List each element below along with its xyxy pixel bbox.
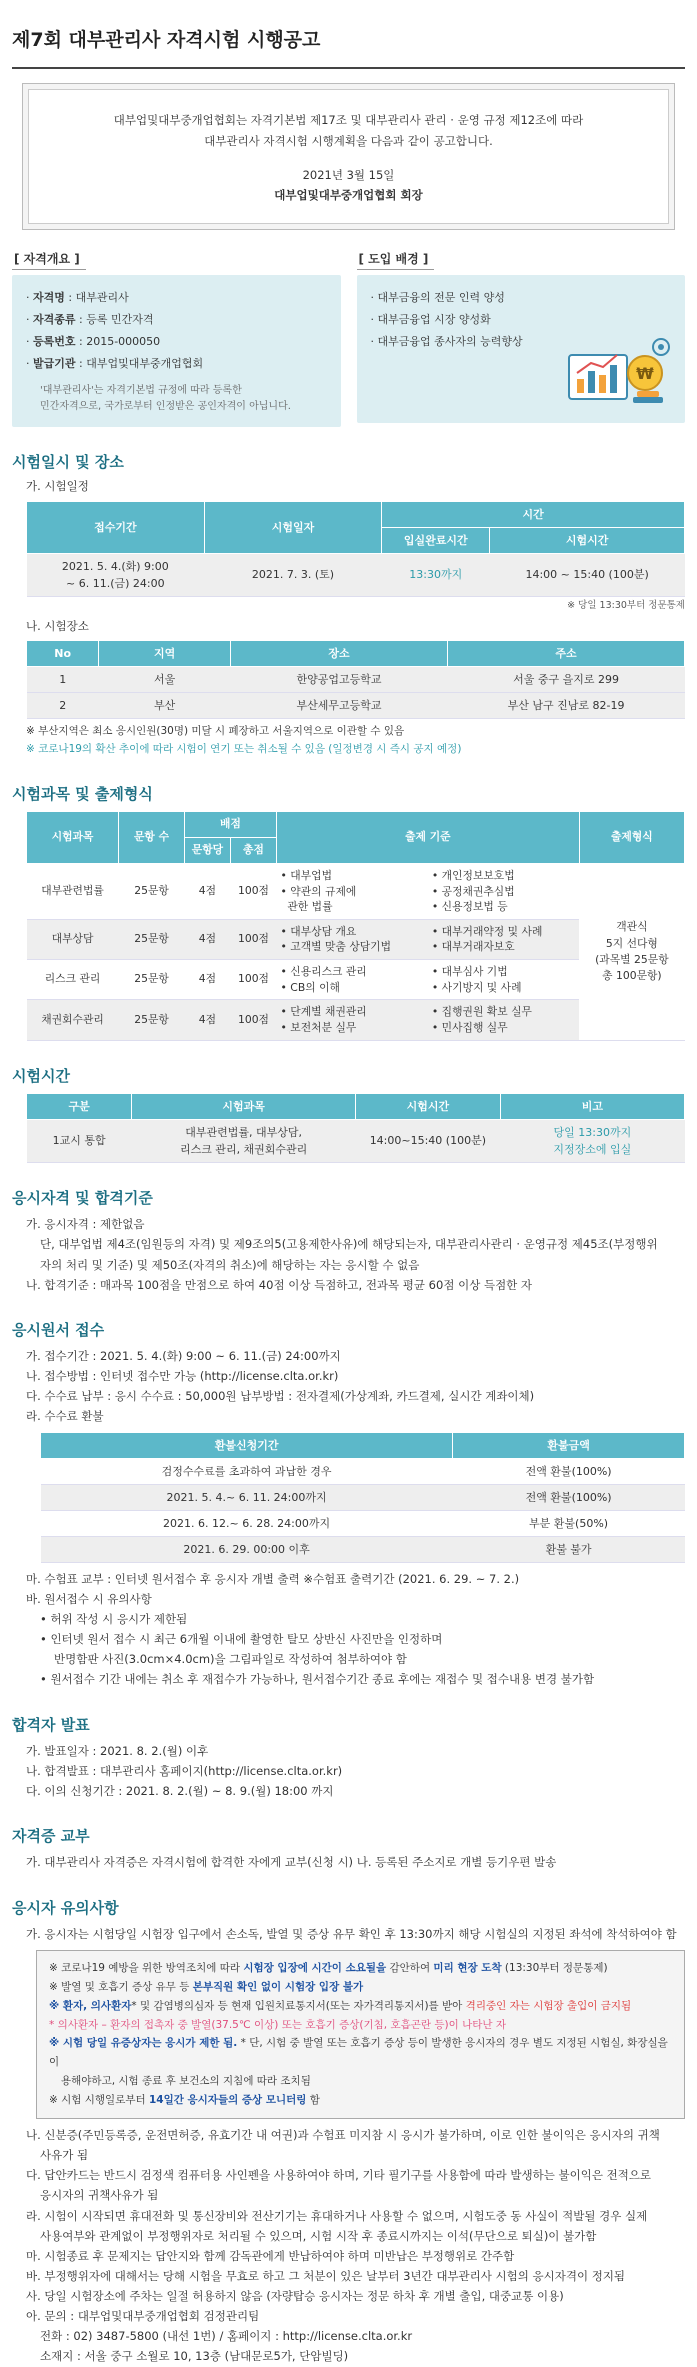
table-row: 대부상담 25문항 4점 100점 • 대부상담 개요 • 고객별 맞춤 상담기법 • 대부거래약정 및 사례 • 대부거래자보호 <box>27 919 685 959</box>
overview-item: · 자격명 : 대부관리사 <box>26 290 129 304</box>
col-header: 주소 <box>448 641 685 667</box>
exam-time: 14:00 ~ 15:40 (100분) <box>490 553 685 596</box>
background-box <box>357 275 686 423</box>
receipt-period: 2021. 5. 4.(화) 9:00 ~ 6. 11.(금) 24:00 <box>27 553 205 596</box>
overview-note: '대부관리사'는 자격기본법 규정에 따라 등록한 민간자격으로, 국가로부터 인정받은 공인자격이 아닙니다. <box>40 384 291 412</box>
col-header: 문항당 <box>184 838 230 864</box>
col-header: 환불금액 <box>453 1432 685 1458</box>
announcement-date: 2021년 3월 15일 <box>302 167 395 182</box>
col-header: 시험과목 <box>27 812 119 863</box>
overview-column <box>12 250 341 427</box>
announcement-line: 대부업및대부중개업협회는 자격기본법 제17조 및 대부관리사 관리 · 운영 규정 제12조에 따라 <box>113 113 584 128</box>
schedule-table <box>26 501 685 597</box>
intro-section <box>12 250 685 427</box>
caution-list: 나. 신분증(주민등록증, 운전면허증, 유효기간 내 여권)과 수험표 미지참 시 응시가 불가하며, 이로 인한 불이익은 응시자의 귀책 사유가 됨 다. 답안카드는 반드시 검정색 컴퓨터용 사인펜을 사용하여야 하며, 기타 필기구를 사용함에 따라 발생하는 불이익은 전적으로 응시자의 귀책사유가 됨 라. 시험이 시작되면 휴대전화 및 통신장비와 전산기기는 휴대하거나 사용할 수 없으며, 시험도중 동 사실이 적발될 경우 실제 사용여부와 관계없이 부정행위자로 처리될 수 있으며, 시험 시작 후 종료시까지는 이석(무단으로 퇴실)이 불가함 마. 시험종료 후 문제지는 답안지와 함께 감독관에게 반납하여야 하며 미반납은 부정행위로 간주함 바. 부정행위자에 대해서는 당해 시험을 무효로 하고 그 처분이 있은 날부터 3년간 대부관리사 시험의 응시자격이 정지됨 사. 당일 시험장소에 주차는 일절 허용하지 않음 (자량탑승 응시자는 정문 하차 후 개별 출입, 대중교통 이용) 아. 문의 : 대부업및대부중개업협회 검정관리팀 전화 : 02) 3487-5800 (내선 1번) / 홈페이지 : http://license.clta.or.kr 소재지 : 서울 중구 소월로 10, 13층 (남대문로5가, 단암빌딩) <box>26 2128 660 2364</box>
col-header: 시험시간 <box>355 1093 500 1119</box>
svg-text:₩: ₩ <box>636 363 654 383</box>
background-label: [ 도입 배경 ] <box>357 250 435 270</box>
refund-table <box>40 1432 685 1563</box>
background-item: · 대부금융업 시장 양성화 <box>370 312 491 326</box>
table-row: 2 부산 부산세무고등학교 부산 남구 진남로 82-19 <box>27 693 685 719</box>
col-header: 구분 <box>27 1093 132 1119</box>
page-title: 제7회 대부관리사 자격시험 시행공고 <box>12 0 685 69</box>
section-title-subjects: 시험과목 및 출제형식 <box>12 785 153 804</box>
col-header: 장소 <box>230 641 447 667</box>
announcement-box <box>22 83 675 230</box>
overview-item: · 자격종류 : 등록 민간자격 <box>26 312 154 326</box>
table-row: 2021. 5. 4.~ 6. 11. 24:00까지 전액 환불(100%) <box>41 1484 685 1510</box>
background-column <box>357 250 686 427</box>
background-item: · 대부금융의 전문 인력 양성 <box>370 290 505 304</box>
col-header: 문항 수 <box>119 812 185 863</box>
results-text: 가. 발표일자 : 2021. 8. 2.(월) 이후 나. 합격발표 : 대부관리사 홈페이지(http://license.clta.or.kr) 다. 이의 신청기간 : 2021. 8. 2.(월) ~ 8. 9.(월) 18:00 까지 <box>26 1743 343 1798</box>
background-item: · 대부금융업 종사자의 능력향상 <box>370 334 523 348</box>
table-row: 채권회수관리 25문항 4점 100점 • 단계별 채권관리 • 보전처분 실무 • 집행권원 확보 실무 • 민사집행 실무 <box>27 1000 685 1040</box>
exam-date: 2021. 7. 3. (토) <box>204 553 382 596</box>
covid-note: ※ 코로나19의 확산 추이에 따라 시험이 연기 또는 취소될 수 있음 (일정변경 시 즉시 공지 예정) <box>26 743 462 756</box>
section-title-schedule: 시험일시 및 장소 <box>12 452 124 471</box>
col-header: 입실완료시간 <box>382 527 490 553</box>
col-header: 환불신청기간 <box>41 1432 453 1458</box>
col-header: 출제형식 <box>579 812 684 863</box>
table-row: 리스크 관리 25문항 4점 100점 • 신용리스크 관리 • CB의 이해 • 대부심사 기법 • 사기방지 및 사례 <box>27 960 685 1000</box>
time-note: ※ 당일 13:30부터 정문통제 <box>567 599 685 611</box>
col-header: 시험일자 <box>204 501 382 553</box>
table-row: 1 서울 한양공업고등학교 서울 중구 을지로 299 <box>27 667 685 693</box>
announcement-org: 대부업및대부중개업협회 회장 <box>274 187 423 202</box>
col-header: 시험시간 <box>490 527 685 553</box>
check-in-time: 13:30까지 <box>382 553 490 596</box>
place-label: 나. 시험장소 <box>26 618 89 633</box>
col-header: 총점 <box>230 838 276 864</box>
subjects-table <box>26 811 685 1040</box>
section-title-time: 시험시간 <box>12 1066 70 1085</box>
col-header: No <box>27 641 99 667</box>
section-title-cautions: 응시자 유의사항 <box>12 1898 119 1917</box>
col-header: 지역 <box>99 641 231 667</box>
exam-format: 객관식 5지 선다형 (과목별 25문항 총 100문항) <box>579 863 684 1040</box>
section-title-eligibility: 응시자격 및 합격기준 <box>12 1189 153 1208</box>
place-table <box>26 640 685 719</box>
place-note: ※ 부산지역은 최소 응시인원(30명) 미달 시 폐장하고 서울지역으로 이관할 수 있음 <box>26 725 405 738</box>
eligibility-text: 가. 응시자격 : 제한없음 단, 대부업법 제4조(임원등의 자격) 및 제9조의5(고용제한사유)에 해당되는자, 대부관리사관리 · 운영규정 제45조(부정행위 자의 처리 및 기준) 및 제50조(자격의 취소)에 해당하는 자는 응시할 수 없음 나. 합격기준 : 매과목 100점을 만점으로 하여 40점 이상 득점하고, 전과목 평균 60점 이상 득점한 자 <box>26 1217 658 1292</box>
time-table <box>26 1093 685 1163</box>
col-header: 비고 <box>500 1093 684 1119</box>
table-row: 1교시 통합 대부관련법률, 대부상담, 리스크 관리, 채권회수관리 14:00~15:40 (100분) 당일 13:30까지 지정장소에 입실 <box>27 1119 685 1162</box>
table-row: 대부관련법률 25문항 4점 100점 • 대부업법 • 약관의 규제에 관한 법률 • 개인정보보호법 • 공정채권추심법 • 신용정보법 등 객관식 5지 선다형 (과목별 25문항 총 100문항) <box>27 863 685 919</box>
application-text: 가. 접수기간 : 2021. 5. 4.(화) 9:00 ~ 6. 11.(금) 24:00까지 나. 접수방법 : 인터넷 접수만 가능 (http://license.clta.or.kr) 다. 수수료 납부 : 응시 수수료 : 50,000원 납부방법 : 전자결제(가상계좌, 카드결제, 실시간 계좌이체) 라. 수수료 환불 <box>26 1349 535 1424</box>
announcement-line: 대부관리사 자격시험 시행계획을 다음과 같이 공고합니다. <box>204 133 493 148</box>
section-title-certificate: 자격증 교부 <box>12 1827 90 1846</box>
col-header: 출제 기준 <box>277 812 580 863</box>
application-text-2: 마. 수험표 교부 : 인터넷 원서접수 후 응시자 개별 출력 ※수험표 출력기간 (2021. 6. 29. ~ 7. 2.) 바. 원서접수 시 유의사항 • 허위 작성 시 응시가 제한됨 • 인터넷 원서 접수 시 최근 6개월 이내에 촬영한 탈모 상반신 사진만을 인정하며 반명함판 사진(3.0cm×4.0cm)을 그림파일로 작성하여 첨부하여야 함 • 원서접수 기간 내에는 취소 후 재접수가 가능하나, 원서접수기간 종료 후에는 재접수 및 접수내용 변경 불가함 <box>26 1571 595 1687</box>
overview-item: · 발급기관 : 대부업및대부중개업협회 <box>26 356 204 370</box>
col-header: 시험과목 <box>132 1093 356 1119</box>
overview-label: [ 자격개요 ] <box>12 250 86 270</box>
section-title-application: 응시원서 접수 <box>12 1320 105 1339</box>
table-row: 2021. 6. 12.~ 6. 28. 24:00까지 부분 환불(50%) <box>41 1510 685 1536</box>
finance-illustration-icon <box>563 333 673 413</box>
caution-intro: 가. 응시자는 시험당일 시험장 입구에서 손소독, 발열 및 증상 유무 확인 후 13:30까지 해당 시험실의 지정된 좌석에 착석하여야 함 <box>26 1926 677 1941</box>
table-row: 검정수수료를 초과하여 과납한 경우 전액 환불(100%) <box>41 1458 685 1484</box>
section-title-results: 합격자 발표 <box>12 1715 90 1734</box>
col-header: 배점 <box>184 812 276 838</box>
col-header: 접수기간 <box>27 501 205 553</box>
certificate-text: 가. 대부관리사 자격증은 자격시험에 합격한 자에게 교부(신청 시) 나. 등록된 주소지로 개별 등기우편 발송 <box>26 1855 557 1870</box>
col-header: 시간 <box>382 501 685 527</box>
covid-caution-box: ※ 코로나19 예방을 위한 방역조치에 따라 시험장 입장에 시간이 소요될을 감안하여 미리 현장 도착 (13:30부터 정문통제) ※ 발열 및 호흡기 증상 유무 등 본부직원 확인 없이 시험장 입장 불가 ※ 환자, 의사환자* 및 감염병의심자 등 현재 입원치료통지서(또는 자가격리통지서)를 받아 격리중인 자는 시험장 출입이 금지됨 * 의사환자 – 환자의 접촉자 중 발열(37.5℃ 이상) 또는 호흡기 증상(기침, 호흡곤란 등)이 나타난 자 ※ 시험 당일 유증상자는 응시가 제한 됨. * 단, 시험 중 발열 또는 호흡기 증상 등이 발생한 응시자의 경우 별도 지정된 시험실, 화장실을 이 용해야하고, 시험 종료 후 보건소의 지침에 따라 조치됨 ※ 시험 시행일로부터 14일간 응시자들의 증상 모니터링 함 <box>36 1950 685 2119</box>
overview-item: · 등록번호 : 2015-000050 <box>26 334 161 348</box>
overview-box <box>12 275 341 427</box>
schedule-label: 가. 시험일정 <box>26 478 89 493</box>
table-row: 2021. 6. 29. 00:00 이후 환불 불가 <box>41 1536 685 1562</box>
